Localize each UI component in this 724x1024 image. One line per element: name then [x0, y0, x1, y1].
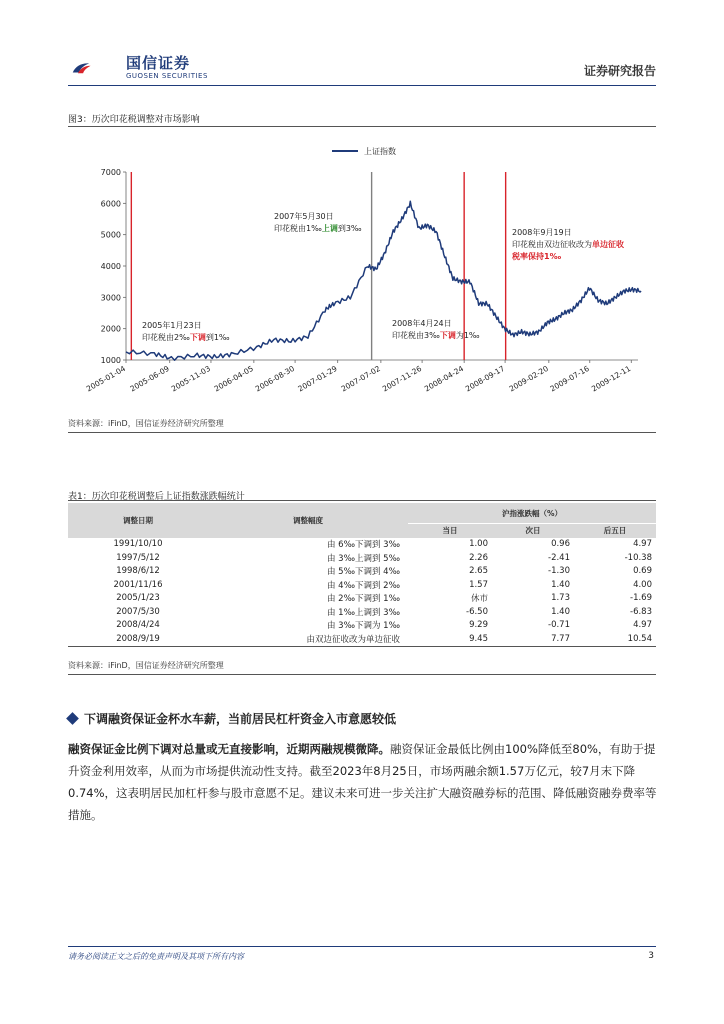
- stamp-duty-table: [68, 503, 656, 647]
- figure-source: 资料来源：iFinD，国信证券经济研究所整理: [68, 419, 224, 428]
- x-tick-label: 2006-04-05: [212, 363, 255, 394]
- cell-day5: 4.00: [633, 579, 652, 590]
- cell-day5: -6.83: [630, 606, 652, 617]
- guosen-logo-icon: [72, 50, 124, 86]
- paragraph-body: 融资保证金最低比例由100%降低至80%，有助于提升资金利用效率，从而为市场提供流动性支持。截至2023年8月25日，市场两融余额1.57万亿元，较7月末下降0.74%，这表明居民加杠杆参与股市意愿不足。建议未来可进一步关注扩大融资融券标的范围、降低融资融券费率等措施。: [68, 742, 657, 822]
- header-change-group: 沪指涨跌幅（%）: [408, 503, 656, 524]
- annotation-a2008a: [392, 318, 480, 340]
- annotation-pre: 印花税由1‰: [274, 224, 322, 233]
- annotation-text: [512, 239, 625, 249]
- x-tick-label: 2009-07-16: [548, 363, 591, 394]
- x-tick-label: 2009-02-20: [507, 363, 550, 394]
- table-title: 表1：历次印花税调整后上证指数涨跌幅统计: [68, 492, 245, 502]
- annotation-line3: 税率保持1‰: [512, 252, 562, 261]
- cell-day0: 1.57: [469, 579, 488, 590]
- x-tick-label: 2007-01-29: [296, 363, 339, 394]
- annotation-highlight: 下调: [439, 331, 456, 340]
- paragraph-lead: 融资保证金比例下调对总量或无直接影响，近期两融规模微降。: [68, 742, 390, 756]
- x-axis: [85, 360, 638, 394]
- cell-day1: 1.73: [551, 593, 570, 604]
- annotation-highlight: 上调: [321, 224, 338, 233]
- shanghai-index-chart: [68, 140, 656, 402]
- annotation-date: 2005年1月23日: [142, 321, 202, 330]
- cell-day5: 0.69: [633, 566, 652, 577]
- annotation-pre: 印花税由2‰: [142, 333, 190, 342]
- y-tick-label: 6000: [100, 199, 121, 209]
- table-row: [68, 538, 656, 552]
- cell-day5: 4.97: [633, 620, 652, 631]
- cell-date: 2008/4/24: [116, 620, 160, 631]
- figure-bottom-rule: [68, 432, 656, 433]
- cell-adjust: 由双边征收改为单边征收: [208, 632, 408, 646]
- annotation-pre: 印花税由3‰: [392, 331, 440, 340]
- annotation-highlight: 下调: [189, 333, 206, 342]
- x-tick-label: 2005-11-03: [169, 363, 212, 394]
- cell-day0: 9.45: [408, 632, 492, 646]
- y-tick-label: 4000: [100, 262, 121, 271]
- table-row: [68, 551, 656, 565]
- cell-day0: -6.50: [466, 606, 488, 617]
- x-tick-label: 2006-08-30: [253, 363, 297, 394]
- header-day5: 后五日: [574, 524, 656, 538]
- table-row: [68, 592, 656, 606]
- table-top-rule: [68, 500, 656, 501]
- cell-day1: 1.40: [551, 579, 570, 590]
- cell-adjust: 由 3‰下调为 1‰: [326, 621, 400, 632]
- cell-day1: -0.71: [548, 620, 570, 631]
- footer-divider: [68, 946, 656, 947]
- annotation-date: 2007年5月30日: [274, 212, 334, 221]
- cell-adjust: 由 3‰上调到 5‰: [326, 553, 400, 564]
- annotation-date: 2008年4月24日: [392, 319, 452, 328]
- header-date: 调整日期: [68, 503, 208, 538]
- annotation-post: 为1‰: [455, 331, 480, 340]
- page-number: 3: [648, 951, 654, 961]
- header-adjust: 调整幅度: [208, 503, 408, 538]
- table-source: 资料来源：iFinD，国信证券经济研究所整理: [68, 661, 224, 670]
- header-divider: [68, 85, 656, 86]
- cell-day5: 4.97: [633, 539, 652, 550]
- annotation-post: 到3‰: [337, 224, 362, 233]
- cell-adjust: 由 2‰下调到 1‰: [326, 594, 400, 605]
- diamond-bullet-icon: [66, 712, 79, 725]
- cell-day5: 10.54: [574, 632, 656, 646]
- y-tick-label: 3000: [100, 293, 121, 303]
- header-day1: 次日: [492, 524, 574, 538]
- company-name-cn: 国信证券: [126, 54, 191, 72]
- x-tick-label: 2005-01-04: [84, 363, 127, 394]
- annotation-post: 到1‰: [205, 333, 230, 342]
- annotation-pre: 印花税由双边征收改为: [512, 240, 592, 249]
- cell-day0: 1.00: [469, 539, 488, 550]
- annotation-text: [142, 332, 230, 342]
- cell-day1: -1.30: [548, 566, 570, 577]
- footer-disclaimer: 请务必阅读正文之后的免责声明及其项下所有内容: [68, 952, 244, 961]
- table-row: [68, 578, 656, 592]
- x-tick-label: 2007-11-26: [380, 363, 424, 394]
- annotation-a2007: [274, 211, 362, 233]
- cell-adjust: 由 5‰下调到 4‰: [326, 567, 400, 578]
- cell-day1: 1.40: [551, 606, 570, 617]
- section-title: 下调融资保证金杯水车薪，当前居民杠杆资金入市意愿较低: [84, 712, 397, 726]
- cell-day0: 休市: [470, 594, 488, 605]
- y-tick-label: 1000: [100, 356, 121, 365]
- annotation-date: 2008年9月19日: [512, 228, 572, 237]
- table-bottom-rule: [68, 674, 656, 675]
- cell-day0: 2.65: [469, 566, 488, 577]
- y-tick-label: 5000: [100, 230, 121, 240]
- cell-adjust: 由 1‰上调到 3‰: [326, 607, 400, 618]
- x-tick-label: 2008-04-24: [422, 363, 466, 394]
- cell-adjust: 由 4‰下调到 2‰: [326, 580, 400, 591]
- annotation-text: [392, 330, 480, 340]
- cell-date: 2008/9/19: [68, 632, 208, 646]
- document-type: 证券研究报告: [583, 64, 656, 78]
- table-row: [68, 565, 656, 579]
- annotation-a2005: [142, 320, 230, 342]
- chart-legend: [332, 146, 396, 156]
- company-name-en: GUOSEN SECURITIES: [126, 72, 208, 80]
- cell-date: 2007/5/30: [116, 606, 160, 617]
- cell-date: 1998/6/12: [116, 566, 160, 577]
- figure-top-rule: [68, 126, 656, 127]
- annotation-text: [274, 223, 362, 233]
- section-paragraph: [68, 738, 658, 826]
- x-tick-label: 2009-12-11: [590, 363, 633, 394]
- x-tick-label: 2007-07-02: [339, 363, 382, 394]
- cell-day0: 2.26: [469, 552, 488, 563]
- cell-date: 1991/10/10: [113, 539, 163, 550]
- y-tick-label: 2000: [100, 324, 121, 334]
- cell-date: 2001/11/16: [113, 579, 163, 590]
- cell-day1: 7.77: [492, 632, 574, 646]
- table-row: [68, 605, 656, 619]
- legend-label: 上证指数: [364, 147, 396, 156]
- table-row: [68, 632, 656, 646]
- cell-day5: -1.69: [630, 593, 652, 604]
- annotation-highlight: 单边征收: [592, 240, 624, 249]
- cell-day5: -10.38: [624, 552, 652, 563]
- y-axis: [101, 168, 126, 365]
- x-tick-label: 2008-09-17: [463, 363, 507, 394]
- annotation-a2008b: [511, 227, 625, 261]
- cell-day1: 0.96: [551, 539, 570, 550]
- table-row: [68, 619, 656, 633]
- header-day0: 当日: [408, 524, 492, 538]
- cell-date: 1997/5/12: [116, 552, 160, 563]
- y-tick-label: 7000: [100, 168, 121, 177]
- cell-date: 2005/1/23: [116, 593, 160, 604]
- figure-title: 图3：历次印花税调整对市场影响: [68, 115, 200, 125]
- cell-day1: -2.41: [548, 552, 570, 563]
- cell-adjust: 由 6‰下调到 3‰: [326, 540, 400, 551]
- cell-day0: 9.29: [469, 620, 488, 631]
- x-tick-label: 2005-06-09: [128, 363, 171, 394]
